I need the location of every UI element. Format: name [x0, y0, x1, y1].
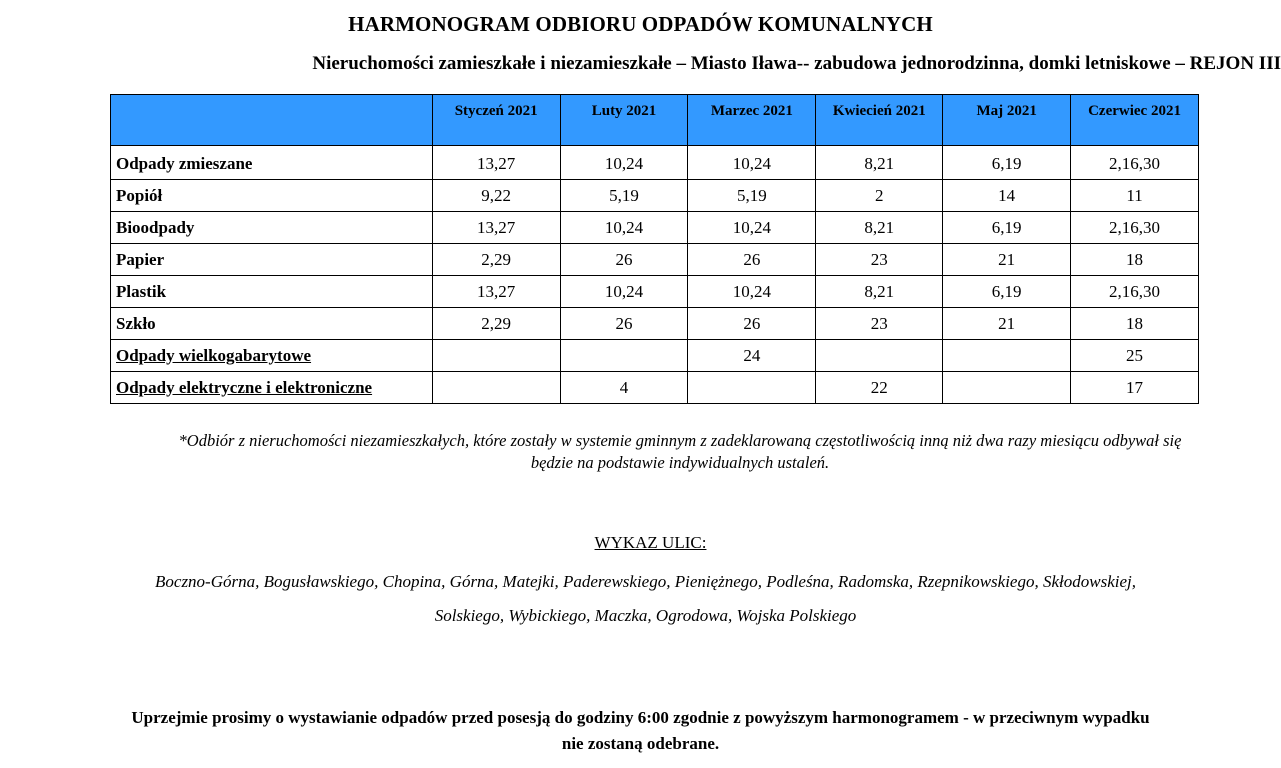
table-cell: 10,24	[688, 146, 816, 180]
street-list-line: Solskiego, Wybickiego, Maczka, Ogrodowa, Wojska Polskiego	[434, 606, 857, 625]
table-cell: 21	[943, 244, 1071, 276]
row-label: Plastik	[111, 276, 433, 308]
table-row-plastic	[111, 276, 1199, 308]
table-cell: 13,27	[432, 212, 560, 244]
document-title: HARMONOGRAM ODBIORU ODPADÓW KOMUNALNYCH	[348, 12, 933, 36]
footnote	[80, 430, 1280, 474]
table-row-bulky-waste	[111, 340, 1199, 372]
collection-schedule-table	[110, 94, 1199, 404]
table-cell: 8,21	[816, 212, 943, 244]
table-header-corner	[111, 95, 433, 146]
table-cell: 2	[816, 180, 943, 212]
table-cell: 2,29	[432, 244, 560, 276]
row-label: Popiół	[111, 180, 433, 212]
table-cell: 2,16,30	[1071, 276, 1199, 308]
table-cell	[943, 372, 1071, 404]
row-label: Odpady zmieszane	[111, 146, 433, 180]
column-header-february: Luty 2021	[560, 95, 688, 146]
table-cell: 17	[1071, 372, 1199, 404]
collection-request-notice	[20, 705, 1261, 757]
table-row-mixed-waste	[111, 146, 1199, 180]
table-cell: 26	[688, 308, 816, 340]
table-cell	[943, 340, 1071, 372]
document-subtitle: Nieruchomości zamieszkałe i niezamieszkałe – Miasto Iława-- zabudowa jednorodzinna, domki letniskowe – REJON III	[312, 53, 1281, 74]
table-cell: 21	[943, 308, 1071, 340]
table-cell: 23	[816, 244, 943, 276]
table-cell: 22	[816, 372, 943, 404]
street-list	[40, 565, 1251, 633]
column-header-january: Styczeń 2021	[432, 95, 560, 146]
table-header-row	[111, 95, 1199, 146]
column-header-april: Kwiecień 2021	[816, 95, 943, 146]
table-cell: 10,24	[560, 212, 688, 244]
street-list-line: Boczno-Górna, Bogusławskiego, Chopina, Górna, Matejki, Paderewskiego, Pieniężnego, Podleśna, Radomska, Rzepnikowskiego, Skłodowskiej,	[155, 572, 1136, 591]
table-cell: 11	[1071, 180, 1199, 212]
table-cell: 6,19	[943, 146, 1071, 180]
table-cell: 24	[688, 340, 816, 372]
table-cell: 9,22	[432, 180, 560, 212]
row-label: Papier	[111, 244, 433, 276]
table-cell	[816, 340, 943, 372]
table-cell: 26	[560, 308, 688, 340]
table-row-electronic-waste	[111, 372, 1199, 404]
table-cell: 10,24	[688, 276, 816, 308]
row-label: Odpady wielkogabarytowe	[111, 340, 433, 372]
table-cell: 18	[1071, 244, 1199, 276]
table-cell	[688, 372, 816, 404]
table-cell: 14	[943, 180, 1071, 212]
column-header-march: Marzec 2021	[688, 95, 816, 146]
table-row-biowaste	[111, 212, 1199, 244]
table-cell: 18	[1071, 308, 1199, 340]
table-cell: 10,24	[560, 146, 688, 180]
table-row-paper	[111, 244, 1199, 276]
table-cell: 13,27	[432, 146, 560, 180]
streets-heading: WYKAZ ULIC:	[594, 533, 707, 552]
column-header-may: Maj 2021	[943, 95, 1071, 146]
table-cell: 2,16,30	[1071, 212, 1199, 244]
table-cell: 26	[688, 244, 816, 276]
request-line: nie zostaną odebrane.	[561, 734, 720, 753]
table-cell: 10,24	[688, 212, 816, 244]
table-cell: 8,21	[816, 276, 943, 308]
table-cell: 4	[560, 372, 688, 404]
table-cell	[560, 340, 688, 372]
column-header-june: Czerwiec 2021	[1071, 95, 1199, 146]
table-cell: 8,21	[816, 146, 943, 180]
table-cell	[432, 340, 560, 372]
table-cell: 23	[816, 308, 943, 340]
footnote-line: będzie na podstawie indywidualnych ustaleń.	[530, 453, 830, 472]
row-label: Szkło	[111, 308, 433, 340]
table-cell: 13,27	[432, 276, 560, 308]
footnote-line: *Odbiór z nieruchomości niezamieszkałych, które zostały w systemie gminnym z zadeklarowaną częstotliwością inną niż dwa razy miesiącu odbywał się	[178, 431, 1182, 450]
request-line: Uprzejmie prosimy o wystawianie odpadów przed posesją do godziny 6:00 zgodnie z powyższym harmonogramem - w przeciwnym wypadku	[131, 708, 1150, 727]
table-cell: 26	[560, 244, 688, 276]
table-row-ash	[111, 180, 1199, 212]
table-row-glass	[111, 308, 1199, 340]
row-label: Bioodpady	[111, 212, 433, 244]
table-cell: 6,19	[943, 276, 1071, 308]
table-cell: 25	[1071, 340, 1199, 372]
table-cell: 6,19	[943, 212, 1071, 244]
row-label: Odpady elektryczne i elektroniczne	[111, 372, 433, 404]
table-cell: 10,24	[560, 276, 688, 308]
table-cell	[432, 372, 560, 404]
table-cell: 5,19	[688, 180, 816, 212]
table-cell: 5,19	[560, 180, 688, 212]
table-cell: 2,16,30	[1071, 146, 1199, 180]
table-cell: 2,29	[432, 308, 560, 340]
